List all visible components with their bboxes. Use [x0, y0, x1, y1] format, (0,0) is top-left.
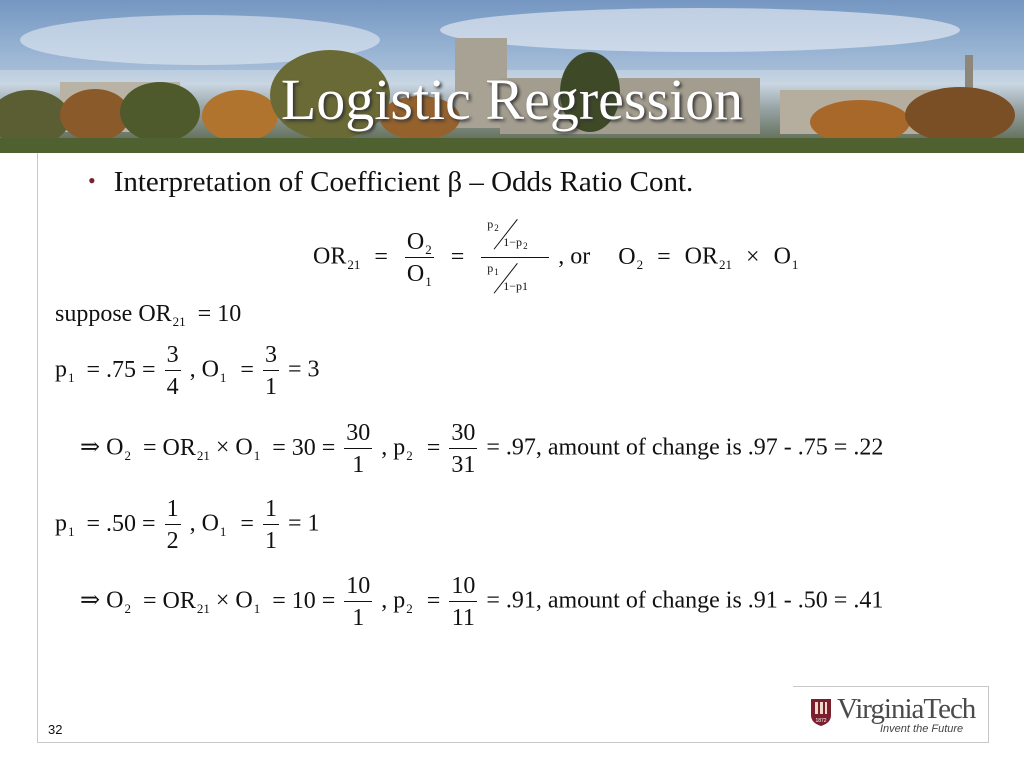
formula-or-rhs-sub: 21	[719, 256, 733, 272]
res2-fraction-2	[449, 574, 477, 630]
ex2-p-sub: 1	[68, 523, 75, 539]
res1-o1: × O	[215, 434, 253, 461]
suppose-text: suppose OR	[55, 301, 172, 327]
ex2-fraction-1	[165, 497, 181, 553]
logo-tagline: Invent the Future	[880, 723, 964, 735]
res1-p2-sub: 2	[406, 447, 413, 463]
ex1-o-sub: 1	[219, 369, 227, 385]
formula-slant-numerator	[483, 218, 547, 254]
formula-p2-sub: 2	[494, 223, 499, 233]
res1-fraction-2	[449, 421, 477, 477]
virginia-tech-logo	[805, 693, 985, 739]
ex1-o: , O	[189, 356, 219, 383]
suppose-value: = 10	[197, 301, 242, 327]
res1-eq: =	[426, 434, 441, 461]
ex1-value: = .75 =	[86, 356, 156, 383]
res1-p2: , p	[381, 434, 406, 461]
shield-icon	[809, 697, 833, 727]
res2-o1: × O	[215, 587, 253, 614]
res1-change: = .97, amount of change is .97 - .75 = .22	[486, 434, 884, 461]
formula-or-word: , or	[558, 243, 591, 270]
bullet-dot: •	[88, 168, 96, 193]
formula-p1-sub: 1	[494, 267, 499, 277]
res1-o1-sub: 1	[253, 447, 261, 463]
ex2-fraction-2	[263, 497, 279, 553]
formula-or-rhs: OR	[684, 243, 719, 270]
res1-value: = 30 =	[272, 434, 336, 461]
res2-den: 1	[352, 605, 365, 631]
ex1-fraction-2	[263, 343, 279, 399]
formula-o2-rhs-sub: 2	[636, 256, 644, 272]
bullet-item	[88, 166, 693, 199]
res2-change: = .91, amount of change is .91 - .50 = .41	[486, 587, 884, 614]
bullet-text: Interpretation of Coefficient β – Odds Ratio Cont.	[113, 166, 694, 198]
res2-den2: 11	[451, 605, 475, 631]
res2-o1-sub: 1	[253, 600, 261, 616]
ex2-den: 2	[166, 528, 179, 554]
frame-left-border	[37, 153, 38, 742]
ex1-num: 3	[165, 343, 181, 371]
formula-eq-1: =	[374, 243, 388, 270]
ex2-den2: 1	[264, 528, 277, 554]
frame-bottom-border	[37, 742, 988, 743]
formula-or-sub: 21	[347, 256, 361, 272]
ex1-num2: 3	[263, 343, 279, 371]
res1-or-sub: 21	[196, 447, 210, 463]
res1-den2: 31	[451, 452, 476, 478]
odds-ratio-formula	[313, 218, 798, 298]
formula-one-minus-p1: 1−p1	[503, 279, 529, 293]
frame-right-border	[988, 686, 989, 743]
suppose-sub: 21	[172, 314, 186, 329]
formula-or: OR	[313, 243, 347, 270]
formula-one-minus-p2-sub: 2	[523, 241, 528, 251]
formula-o1-sub: 1	[425, 274, 432, 289]
res2-o2: ⇒ O	[80, 587, 124, 614]
formula-p2: p	[487, 217, 494, 231]
res2-num: 10	[344, 574, 372, 602]
res1-fraction-1	[344, 421, 372, 477]
formula-o2: O	[406, 229, 425, 255]
ex1-den: 4	[166, 374, 179, 400]
ex1-fraction-1	[165, 343, 181, 399]
ex2-eq: =	[240, 510, 254, 537]
res2-p2-sub: 2	[406, 600, 413, 616]
res1-o2-sub: 2	[124, 447, 131, 463]
header-banner	[0, 0, 1024, 153]
formula-one-minus-p2: 1−p	[503, 235, 523, 249]
ex1-eq: =	[240, 356, 254, 383]
formula-o1: O	[406, 261, 425, 287]
ex1-p-sub: 1	[68, 369, 75, 385]
formula-fraction-o2-o1	[405, 229, 434, 289]
ex2-o: , O	[189, 510, 219, 537]
result-2-line	[80, 574, 883, 630]
result-1-line	[80, 421, 883, 477]
res2-or: = OR	[142, 587, 196, 614]
ex1-den2: 1	[264, 374, 277, 400]
ex2-o-sub: 1	[219, 523, 227, 539]
res2-fraction-1	[344, 574, 372, 630]
ex2-result: = 1	[287, 510, 320, 537]
res2-o2-sub: 2	[124, 600, 131, 616]
ex2-num2: 1	[263, 497, 279, 525]
ex1-p: p	[55, 356, 67, 383]
example-2-line	[55, 497, 320, 553]
formula-fraction-odds	[481, 218, 549, 298]
formula-o2-rhs: O	[618, 243, 636, 270]
res2-or-sub: 21	[196, 600, 210, 616]
ex2-num: 1	[165, 497, 181, 525]
logo-box-top-border	[793, 686, 989, 687]
formula-times: ×	[746, 243, 760, 270]
res2-num2: 10	[449, 574, 477, 602]
res2-p2: , p	[381, 587, 406, 614]
formula-slant-denominator	[483, 262, 547, 298]
res2-value: = 10 =	[272, 587, 336, 614]
slide-title: Logistic Regression	[280, 67, 744, 132]
formula-o1-rhs-sub: 1	[791, 256, 799, 272]
page-number: 32	[48, 722, 63, 737]
suppose-line	[55, 301, 242, 329]
formula-o1-rhs: O	[773, 243, 791, 270]
res2-eq: =	[426, 587, 441, 614]
formula-p1: p	[487, 261, 494, 275]
logo-year: 1872	[815, 718, 827, 724]
res1-or: = OR	[142, 434, 196, 461]
ex2-p: p	[55, 510, 67, 537]
ex2-value: = .50 =	[86, 510, 156, 537]
logo-wordmark: VirginiaTech	[837, 693, 976, 725]
res1-num2: 30	[449, 421, 477, 449]
formula-o2-sub: 2	[425, 242, 432, 257]
formula-eq-3: =	[657, 243, 671, 270]
ex1-result: = 3	[287, 356, 320, 383]
res1-den: 1	[352, 452, 365, 478]
formula-eq-2: =	[450, 243, 465, 270]
res1-num: 30	[344, 421, 372, 449]
example-1-line	[55, 343, 320, 399]
res1-o2: ⇒ O	[80, 434, 124, 461]
